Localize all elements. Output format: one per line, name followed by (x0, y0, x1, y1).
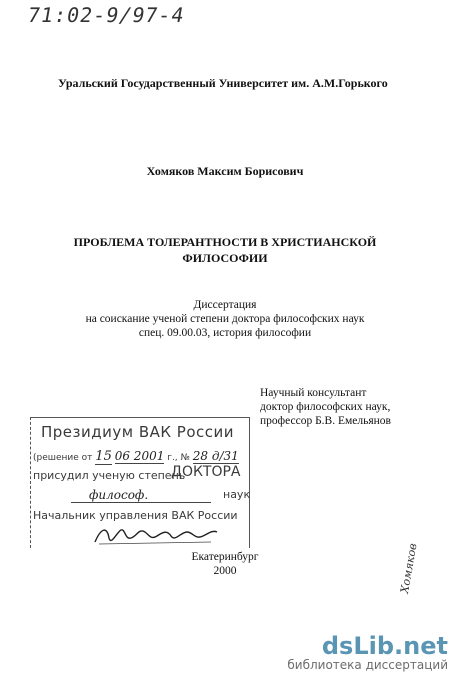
stamp-degree: ДОКТОРА (171, 464, 241, 480)
stamp-decision-prefix: (решение от (33, 453, 93, 463)
city: Екатеринбург (191, 551, 259, 563)
handwritten-side-note: Хомяков (398, 542, 420, 595)
watermark (268, 632, 448, 672)
dissertation-title (0, 234, 450, 266)
consultant-label: Научный консультант (260, 387, 367, 399)
watermark-brand: dsLib.net (321, 632, 448, 660)
stamp-awarded: присудил ученую степень (33, 469, 186, 482)
stamp-decision-month: 06 2001 (114, 449, 165, 463)
stamp-chief: Начальник управления ВАК России (33, 509, 238, 522)
watermark-tagline: библиотека диссертаций (287, 658, 448, 672)
stamp-field-underline (71, 502, 211, 503)
university-name: Уральский Государственный Университет им. А.М.Горького (58, 76, 388, 90)
title-line-2: ФИЛОСОФИИ (182, 251, 268, 265)
scientific-consultant (260, 386, 391, 428)
consultant-degree: доктор философских наук, (260, 401, 391, 413)
stamp-decision-suffix: г., № (167, 453, 190, 463)
dissertation-type: Диссертация (193, 299, 257, 311)
author-name: Хомяков Максим Борисович (146, 164, 304, 178)
stamp-header: Президиум ВАК России (41, 423, 235, 441)
stamp-field-suffix: наук (223, 488, 251, 501)
city-year (0, 550, 450, 578)
stamp-decision-number: 28 д/31 (192, 449, 239, 463)
consultant-name: профессор Б.В. Емельянов (260, 415, 391, 427)
vak-stamp (30, 417, 250, 548)
archive-number: 71:02-9/97-4 (25, 3, 187, 27)
dissertation-info (0, 298, 450, 340)
specialty-line: спец. 09.00.03, история философии (138, 327, 312, 339)
stamp-decision-day: 15 (95, 449, 112, 464)
degree-line: на соискание ученой степени доктора философских наук (85, 313, 365, 325)
stamp-field: философ. (89, 488, 149, 502)
title-line-1: ПРОБЛЕМА ТОЛЕРАНТНОСТИ В ХРИСТИАНСКОЙ (73, 235, 377, 249)
signature-image (91, 522, 221, 548)
year: 2000 (213, 565, 237, 577)
stamp-decision (33, 449, 239, 465)
